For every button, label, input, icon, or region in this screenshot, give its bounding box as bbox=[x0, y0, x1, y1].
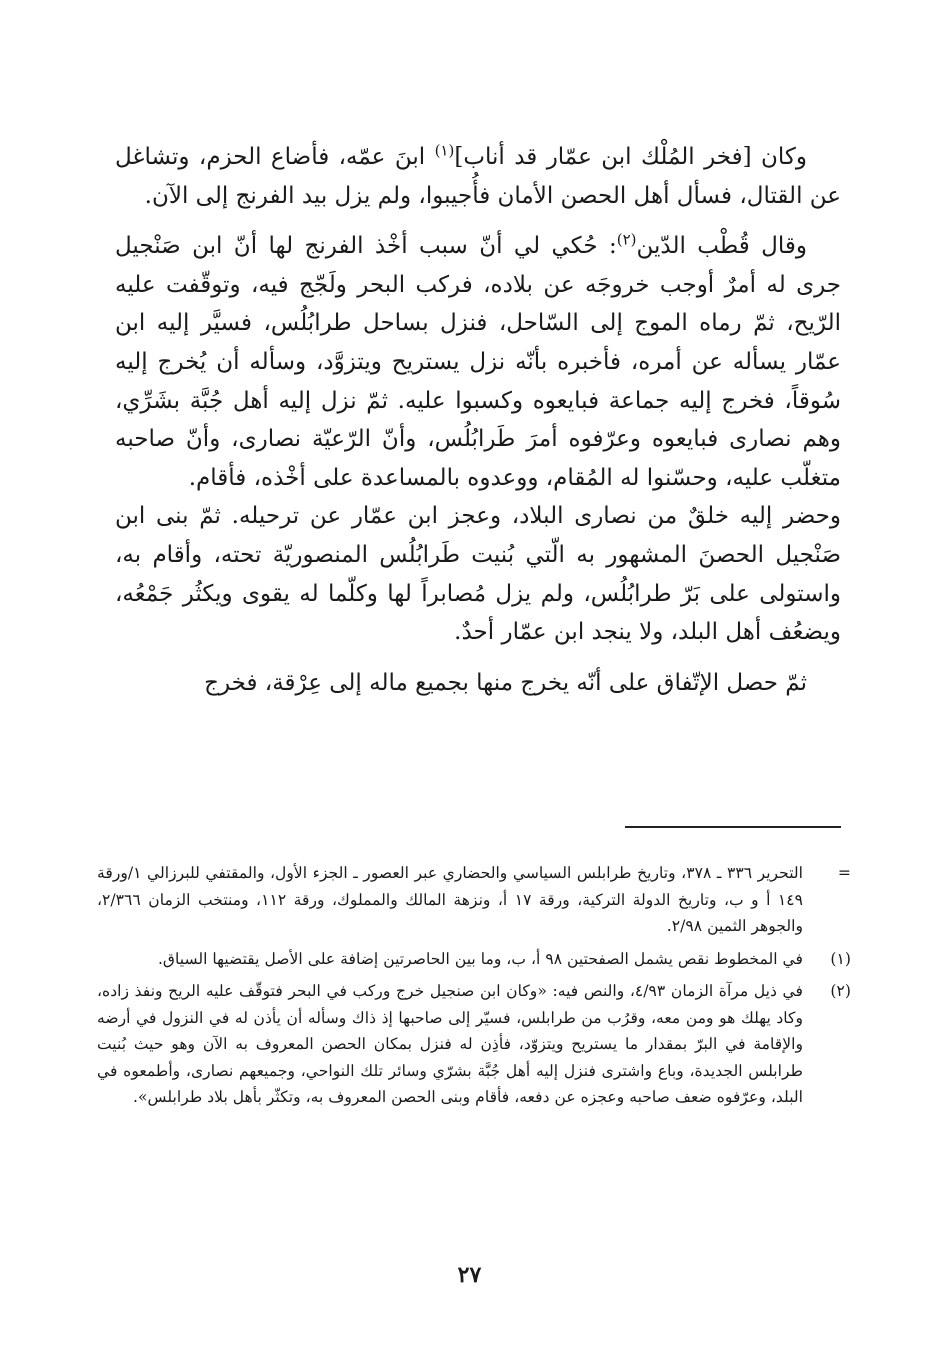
footnote-continued bbox=[97, 860, 857, 940]
footnote-marker-2: (٢) bbox=[616, 230, 637, 249]
footnote-text: التحرير ٣٣٦ ـ ٣٧٨، وتاريخ طرابلس السياسي والحضاري عبر العصور ـ الجزء الأول، والمقتفي للبرزالي ١/ورقة ١٤٩ أ و ب، وتاريخ الدولة التركية، ورقة ١٧ أ، ونزهة المالك والمملوك، ورقة ١١٢، ومنتخب الزمان ٢/٣٦٦، والجوهر الثمين ٢/٩٨. bbox=[97, 864, 803, 935]
footnote-marker-1: (١) bbox=[434, 141, 455, 160]
paragraph-1-text-b: ابنَ عمّه، فأضاع الحزم، وتشاغل عن القتال، فسأل أهل الحصن الأمان فأُجيبوا، ولم يزل بيد الفرنج إلى الآن. bbox=[115, 144, 841, 209]
paragraph-4 bbox=[115, 664, 841, 703]
paragraph-1-text-a: وكان [فخر المُلْك ابن عمّار قد أناب] bbox=[454, 144, 807, 170]
paragraph-2-text-a: وقال قُطْب الدّين bbox=[636, 233, 807, 260]
paragraph-3-text: وحضر إليه خلقٌ من نصارى البلاد، وعجز ابن عمّار عن ترحيله. ثمّ بنى ابن صَنْجيل الحصنَ المشهور به الّتي بُنيت طَرابُلُس المنصوريّة تحته، وأقام به، واستولى على بَرّ طرابُلُس، ولم يزل مُصابراً لها وكلّما له يقوى ويكثُر جَمْعُه، ويضعُف أهل البلد، ولا ينجد ابن عمّار أحدٌ. bbox=[115, 503, 841, 646]
footnote-number: (١) bbox=[830, 949, 851, 968]
paragraph-3 bbox=[115, 497, 841, 651]
paragraph-4-text: ثمّ حصل الإتّفاق على أنّه يخرج منها بجميع ماله إلى عِرْقة، فخرج bbox=[204, 669, 807, 696]
footnote-separator bbox=[625, 826, 841, 828]
footnote-2 bbox=[97, 978, 857, 1111]
page-number: ٢٧ bbox=[457, 1262, 482, 1288]
footnote-number: = bbox=[837, 864, 851, 882]
paragraph-2 bbox=[115, 227, 841, 497]
footnote-text: في المخطوط نقص يشمل الصفحتين ٩٨ أ، ب، وما بين الحاصرتين إضافة على الأصل يقتضيها السياق. bbox=[157, 949, 803, 968]
footnotes bbox=[97, 860, 857, 1117]
footnote-1 bbox=[97, 946, 857, 973]
paragraph-2-text-b: : حُكي لي أنّ سبب أخْذ الفرنج لها أنّ ابن صَنْجيل جرى له أمرٌ أوجب خروجَه عن بلاده، فركب البحر ولَجّج فيه، وتوقّفت عليه الرّيح، ثمّ رماه الموج إلى السّاحل، فنزل بساحل طرابُلُس، فسيَّر إليه ابن عمّار يسأله عن أمره، فأخبره بأنّه نزل يستريح ويتزوَّد، وسأله أن يُخرج إليه سُوقاً، فخرج إليه جماعة فبايعوه وكسبوا عليه. ثمّ نزل إليه أهل جُبَّة بشَرِّي، وهم نصارى فبايعوه وعرّفوه أمرَ طَرابُلُس، وأنّ الرّعيّة نصارى، وأنّ صاحبه متغلّب عليه، وحسّنوا له المُقام، ووعدوه بالمساعدة على أخْذه، فأقام. bbox=[115, 233, 841, 491]
footnote-text: في ذيل مرآة الزمان ٤/٩٣، والنص فيه: «وكان ابن صنجيل خرج وركب في البحر فتوقّف عليه الريح ونفذ زاده، وكاد يهلك هو ومن معه، وقرُب من طرابلس، فسيّر إلى صاحبها إذ ذاك وسأله أن يأذن له في النزول في أرضه والإقامة في البرّ بمقدار ما يستريح ويتزوّد، فأذِن له فنزل بمكان الحصن المعروف به الآن وهو حيث بُنيت طرابلس الجديدة، وباع واشترى فنزل إليه أهل جُبَّة بشرّي وسائر تلك النواحي، وجميعهم نصارى، وأطمعوه في البلد، وعرّفوه ضعف صاحبه وعجزه عن دفعه، فأقام وبنى الحصن المعروف به، وتكثّر بأهل بلاد طرابلس». bbox=[97, 982, 803, 1106]
footnote-number: (٢) bbox=[830, 982, 851, 1000]
main-text bbox=[115, 138, 841, 702]
paragraph-1 bbox=[115, 138, 841, 215]
